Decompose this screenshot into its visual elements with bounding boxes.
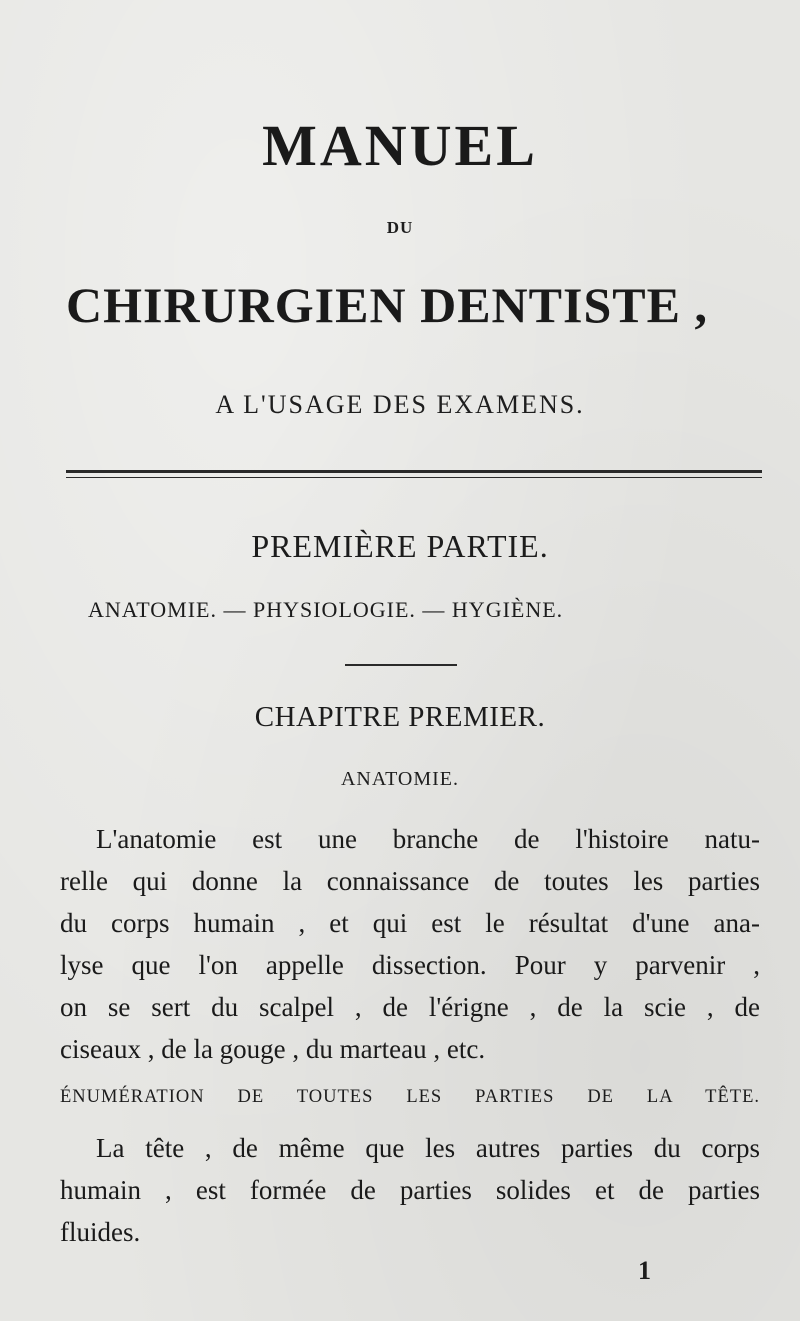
paragraph-line: du corps humain , et qui est le résultat d'une ana- bbox=[60, 908, 760, 938]
title-usage: A L'USAGE DES EXAMENS. bbox=[215, 390, 585, 419]
paragraph-line: L'anatomie est une branche de l'histoire natu- bbox=[96, 824, 760, 854]
paragraph-line: on se sert du scalpel , de l'érigne , de la scie , de bbox=[60, 992, 760, 1022]
section-heading: ANATOMIE. bbox=[340, 768, 460, 790]
short-rule-divider bbox=[345, 664, 457, 666]
title-subtitle: CHIRURGIEN DENTISTE , bbox=[66, 277, 708, 333]
double-rule-divider bbox=[66, 470, 762, 478]
title-connector: DU bbox=[386, 218, 414, 237]
paragraph-head bbox=[60, 1127, 760, 1253]
paragraph-line: lyse que l'on appelle dissection. Pour y parvenir , bbox=[60, 950, 760, 980]
paragraph-line: ciseaux , de la gouge , du marteau , etc. bbox=[60, 1034, 486, 1064]
chapter-title: CHAPITRE PREMIER. bbox=[254, 701, 546, 733]
page-number: 1 bbox=[638, 1256, 651, 1285]
paragraph-anatomy bbox=[60, 818, 760, 1070]
paragraph-line: fluides. bbox=[60, 1217, 141, 1247]
part-subtitle: ANATOMIE. — PHYSIOLOGIE. — HYGIÈNE. bbox=[88, 597, 564, 622]
title-main: MANUEL bbox=[262, 113, 538, 178]
paragraph-line: relle qui donne la connaissance de toutes les parties bbox=[60, 866, 760, 896]
paragraph-line: La tête , de même que les autres parties du corps bbox=[96, 1133, 760, 1163]
enumeration-heading: ÉNUMÉRATION DE TOUTES LES PARTIES DE LA TÊTE. bbox=[60, 1087, 760, 1107]
paragraph-line: humain , est formée de parties solides et de parties bbox=[60, 1175, 760, 1205]
part-title: PREMIÈRE PARTIE. bbox=[251, 528, 549, 564]
